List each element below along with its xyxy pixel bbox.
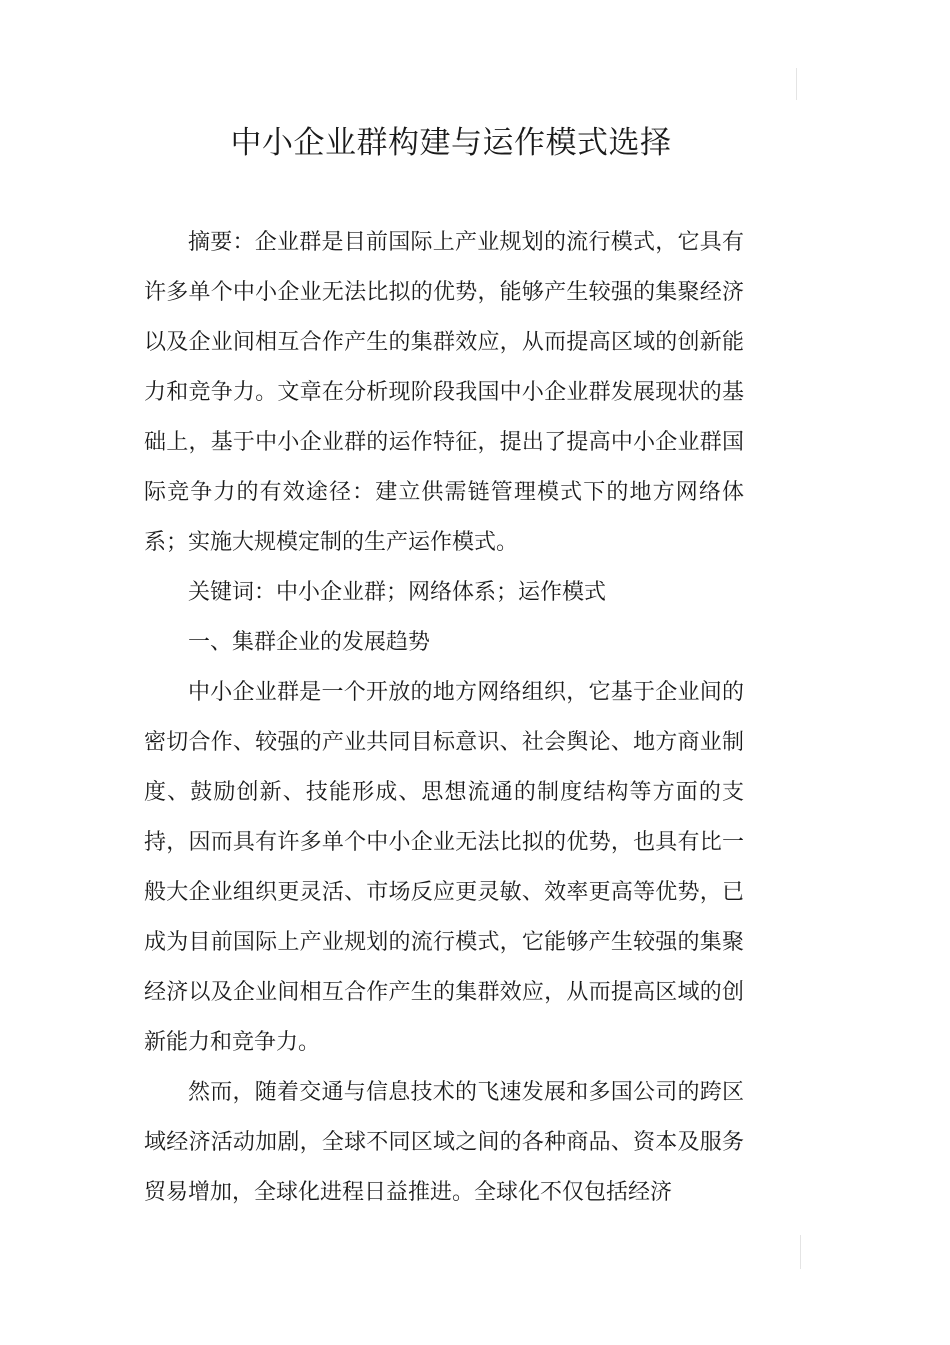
keywords-paragraph: 关键词：中小企业群；网络体系；运作模式 [188,580,607,605]
body-paragraph: 中小企业群是一个开放的地方网络组织，它基于企业间的密切合作、较强的产业共同目标意识、社会舆论、地方商业制度、鼓励创新、技能形成、思想流通的制度结构等方面的支持，因而具有许多单个中小企业无法比拟的优势，也具有比一般大企业组织更灵活、市场反应更灵敏、效率更高等优势，已成为目前国际上产业规划的流行模式，它能够产生较强的集聚经济以及企业间相互合作产生的集群效应，从而提高区域的创新能力和竞争力。 [144,680,744,1055]
document-title: 中小企业群构建与运作模式选择 [230,125,672,161]
section-heading: 一、集群企业的发展趋势 [188,630,431,655]
body-paragraph: 然而，随着交通与信息技术的飞速发展和多国公司的跨区域经济活动加剧，全球不同区域之间的各种商品、资本及服务贸易增加，全球化进程日益推进。全球化不仅包括经济 [144,1080,744,1205]
abstract-paragraph: 摘要：企业群是目前国际上产业规划的流行模式，它具有许多单个中小企业无法比拟的优势，能够产生较强的集聚经济以及企业间相互合作产生的集群效应，从而提高区域的创新能力和竞争力。文章在分析现阶段我国中小企业群发展现状的基础上，基于中小企业群的运作特征，提出了提高中小企业群国际竞争力的有效途径：建立供需链管理模式下的地方网络体系；实施大规模定制的生产运作模式。 [144,230,744,555]
page-edge-mark [796,68,797,100]
page-edge-mark [800,1235,801,1269]
document-body [144,218,744,1218]
